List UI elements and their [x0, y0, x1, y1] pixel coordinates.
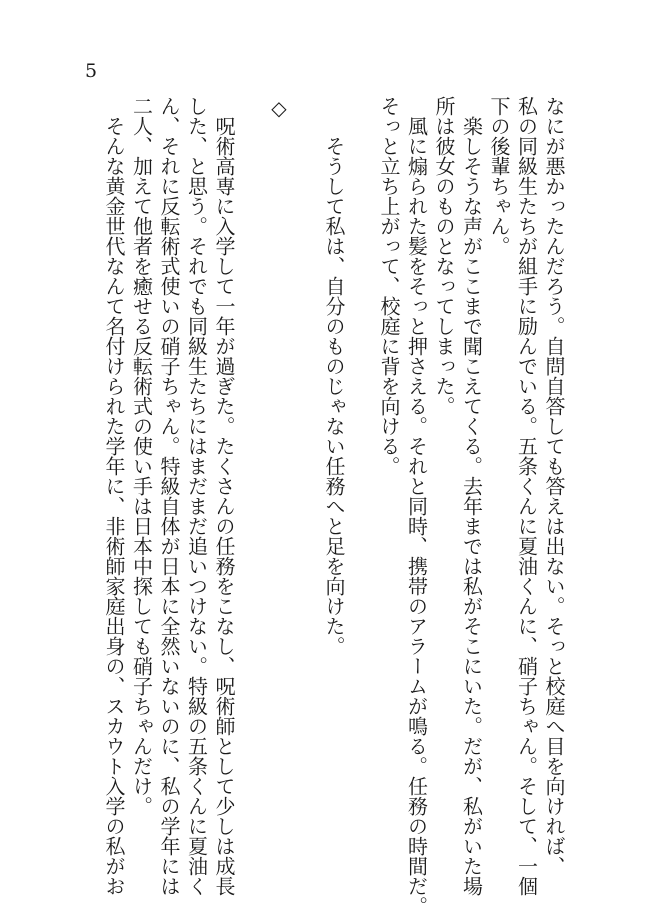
- text-line: 風に煽られた髪をそっと押さえる。それと同時、携帯のアラームが鳴る。任務の時間だ。: [404, 116, 429, 916]
- text-line: ん、それに反転術式使いの硝子ちゃん。特級自体が日本に全然いないのに、私の学年には: [157, 96, 181, 896]
- text-line: 二人、加えて他者を癒せる反転術式の使い手は日本中探しても硝子ちゃんだけ。: [129, 96, 154, 816]
- page-number: 5: [85, 60, 98, 82]
- text-line: 下の後輩ちゃん。: [487, 96, 511, 256]
- blank-line: [237, 96, 265, 834]
- section-break-mark: ◇: [267, 96, 291, 120]
- text-line: なにが悪かったんだろう。自問自答しても答えは出ない。そっと校庭へ目を向ければ、: [542, 96, 566, 876]
- text-line: そんな黄金世代なんて名付けられた学年に、非術師家庭出身の、スカウト入学の私がお: [102, 116, 126, 896]
- text-line: 呪術高専に入学して一年が過ぎた。たくさんの任務をこなし、呪術師として少しは成長: [212, 116, 236, 896]
- text-line: した、と思う。それでも同級生たちにはまだまだ追いつけない。特級の五条くんに夏油く: [184, 96, 209, 896]
- text-line: 楽しそうな声がここまで聞こえてくる。去年までは私がそこにいた。だが、私がいた場: [459, 116, 484, 896]
- text-line: 所は彼女のものとなってしまった。: [432, 96, 456, 416]
- text-line: 私の同級生たちが組手に励んでいる。五条くんに夏油くんに、硝子ちゃん。そして、一個: [514, 96, 539, 896]
- text-line: そうして私は、自分のものじゃない任務へと足を向けた。: [322, 136, 346, 656]
- text-line: そっと立ち上がって、校庭に背を向ける。: [377, 96, 401, 476]
- blank-line: [292, 96, 320, 834]
- blank-line: [347, 96, 375, 834]
- vertical-text-body: [100, 96, 568, 916]
